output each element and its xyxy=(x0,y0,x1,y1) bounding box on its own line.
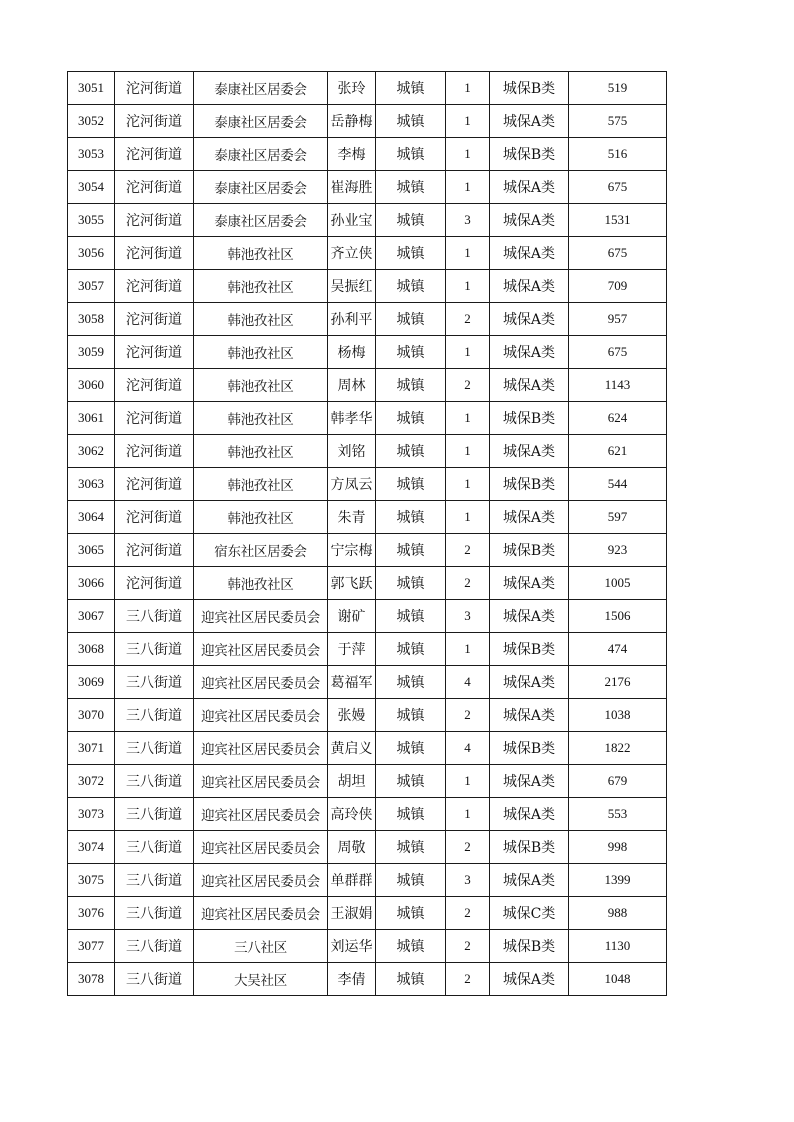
category-cell: 城保A类 xyxy=(490,237,569,270)
table-row xyxy=(68,567,667,600)
street-cell: 沱河街道 xyxy=(115,204,194,237)
person-name-cell: 李倩 xyxy=(328,963,376,996)
household-type-cell: 城镇 xyxy=(376,600,446,633)
serial-number-cell: 3062 xyxy=(68,435,115,468)
table-row xyxy=(68,699,667,732)
household-type-cell: 城镇 xyxy=(376,666,446,699)
amount-cell: 957 xyxy=(569,303,667,336)
street-cell: 三八街道 xyxy=(115,897,194,930)
amount-cell: 675 xyxy=(569,237,667,270)
table-row xyxy=(68,963,667,996)
serial-number-cell: 3061 xyxy=(68,402,115,435)
member-count-cell: 1 xyxy=(446,798,490,831)
household-type-cell: 城镇 xyxy=(376,864,446,897)
amount-cell: 1038 xyxy=(569,699,667,732)
member-count-cell: 1 xyxy=(446,336,490,369)
community-cell: 韩池孜社区 xyxy=(194,501,328,534)
member-count-cell: 2 xyxy=(446,369,490,402)
table-row xyxy=(68,204,667,237)
street-cell: 三八街道 xyxy=(115,666,194,699)
household-type-cell: 城镇 xyxy=(376,567,446,600)
serial-number-cell: 3063 xyxy=(68,468,115,501)
person-name-cell: 杨梅 xyxy=(328,336,376,369)
amount-cell: 998 xyxy=(569,831,667,864)
amount-cell: 675 xyxy=(569,336,667,369)
member-count-cell: 2 xyxy=(446,699,490,732)
category-cell: 城保A类 xyxy=(490,699,569,732)
table-row xyxy=(68,534,667,567)
street-cell: 沱河街道 xyxy=(115,303,194,336)
serial-number-cell: 3069 xyxy=(68,666,115,699)
member-count-cell: 2 xyxy=(446,930,490,963)
amount-cell: 597 xyxy=(569,501,667,534)
community-cell: 韩池孜社区 xyxy=(194,369,328,402)
street-cell: 沱河街道 xyxy=(115,534,194,567)
member-count-cell: 1 xyxy=(446,105,490,138)
category-cell: 城保A类 xyxy=(490,798,569,831)
person-name-cell: 齐立侠 xyxy=(328,237,376,270)
serial-number-cell: 3067 xyxy=(68,600,115,633)
community-cell: 大吴社区 xyxy=(194,963,328,996)
amount-cell: 923 xyxy=(569,534,667,567)
serial-number-cell: 3077 xyxy=(68,930,115,963)
member-count-cell: 1 xyxy=(446,501,490,534)
member-count-cell: 1 xyxy=(446,138,490,171)
person-name-cell: 黄启义 xyxy=(328,732,376,765)
table-row xyxy=(68,468,667,501)
amount-cell: 474 xyxy=(569,633,667,666)
person-name-cell: 葛福军 xyxy=(328,666,376,699)
street-cell: 沱河街道 xyxy=(115,369,194,402)
person-name-cell: 刘铭 xyxy=(328,435,376,468)
table-row xyxy=(68,171,667,204)
household-type-cell: 城镇 xyxy=(376,468,446,501)
table-row xyxy=(68,138,667,171)
street-cell: 三八街道 xyxy=(115,963,194,996)
street-cell: 沱河街道 xyxy=(115,567,194,600)
category-cell: 城保C类 xyxy=(490,897,569,930)
member-count-cell: 3 xyxy=(446,204,490,237)
category-cell: 城保B类 xyxy=(490,930,569,963)
member-count-cell: 1 xyxy=(446,468,490,501)
member-count-cell: 1 xyxy=(446,171,490,204)
household-type-cell: 城镇 xyxy=(376,798,446,831)
community-cell: 迎宾社区居民委员会 xyxy=(194,600,328,633)
person-name-cell: 孙利平 xyxy=(328,303,376,336)
table-row xyxy=(68,666,667,699)
serial-number-cell: 3060 xyxy=(68,369,115,402)
household-type-cell: 城镇 xyxy=(376,336,446,369)
street-cell: 三八街道 xyxy=(115,930,194,963)
person-name-cell: 吴振红 xyxy=(328,270,376,303)
category-cell: 城保B类 xyxy=(490,732,569,765)
community-cell: 迎宾社区居民委员会 xyxy=(194,831,328,864)
amount-cell: 519 xyxy=(569,72,667,105)
household-type-cell: 城镇 xyxy=(376,963,446,996)
community-cell: 迎宾社区居民委员会 xyxy=(194,864,328,897)
street-cell: 沱河街道 xyxy=(115,336,194,369)
household-type-cell: 城镇 xyxy=(376,765,446,798)
records-table xyxy=(67,71,667,996)
amount-cell: 516 xyxy=(569,138,667,171)
street-cell: 沱河街道 xyxy=(115,138,194,171)
category-cell: 城保A类 xyxy=(490,963,569,996)
member-count-cell: 1 xyxy=(446,72,490,105)
member-count-cell: 4 xyxy=(446,666,490,699)
street-cell: 沱河街道 xyxy=(115,237,194,270)
person-name-cell: 胡坦 xyxy=(328,765,376,798)
table-row xyxy=(68,336,667,369)
table-row xyxy=(68,765,667,798)
category-cell: 城保A类 xyxy=(490,369,569,402)
table-row xyxy=(68,831,667,864)
person-name-cell: 张嫚 xyxy=(328,699,376,732)
category-cell: 城保A类 xyxy=(490,336,569,369)
table-row xyxy=(68,864,667,897)
community-cell: 泰康社区居委会 xyxy=(194,204,328,237)
street-cell: 沱河街道 xyxy=(115,435,194,468)
household-type-cell: 城镇 xyxy=(376,270,446,303)
amount-cell: 553 xyxy=(569,798,667,831)
serial-number-cell: 3059 xyxy=(68,336,115,369)
community-cell: 迎宾社区居民委员会 xyxy=(194,732,328,765)
table-row xyxy=(68,930,667,963)
serial-number-cell: 3070 xyxy=(68,699,115,732)
person-name-cell: 王淑娟 xyxy=(328,897,376,930)
street-cell: 三八街道 xyxy=(115,798,194,831)
person-name-cell: 孙业宝 xyxy=(328,204,376,237)
household-type-cell: 城镇 xyxy=(376,897,446,930)
community-cell: 韩池孜社区 xyxy=(194,303,328,336)
serial-number-cell: 3076 xyxy=(68,897,115,930)
street-cell: 三八街道 xyxy=(115,732,194,765)
category-cell: 城保A类 xyxy=(490,864,569,897)
person-name-cell: 岳静梅 xyxy=(328,105,376,138)
member-count-cell: 2 xyxy=(446,831,490,864)
member-count-cell: 1 xyxy=(446,402,490,435)
community-cell: 韩池孜社区 xyxy=(194,402,328,435)
amount-cell: 988 xyxy=(569,897,667,930)
amount-cell: 544 xyxy=(569,468,667,501)
amount-cell: 1143 xyxy=(569,369,667,402)
street-cell: 沱河街道 xyxy=(115,501,194,534)
table-row xyxy=(68,303,667,336)
table-row xyxy=(68,633,667,666)
community-cell: 迎宾社区居民委员会 xyxy=(194,633,328,666)
household-type-cell: 城镇 xyxy=(376,204,446,237)
member-count-cell: 1 xyxy=(446,270,490,303)
serial-number-cell: 3074 xyxy=(68,831,115,864)
table-row xyxy=(68,435,667,468)
category-cell: 城保A类 xyxy=(490,204,569,237)
category-cell: 城保B类 xyxy=(490,72,569,105)
street-cell: 沱河街道 xyxy=(115,402,194,435)
community-cell: 泰康社区居委会 xyxy=(194,72,328,105)
street-cell: 沱河街道 xyxy=(115,468,194,501)
category-cell: 城保A类 xyxy=(490,600,569,633)
category-cell: 城保A类 xyxy=(490,105,569,138)
amount-cell: 1130 xyxy=(569,930,667,963)
table-row xyxy=(68,402,667,435)
amount-cell: 1822 xyxy=(569,732,667,765)
serial-number-cell: 3052 xyxy=(68,105,115,138)
serial-number-cell: 3051 xyxy=(68,72,115,105)
category-cell: 城保A类 xyxy=(490,765,569,798)
amount-cell: 675 xyxy=(569,171,667,204)
serial-number-cell: 3056 xyxy=(68,237,115,270)
table-row xyxy=(68,369,667,402)
person-name-cell: 方凤云 xyxy=(328,468,376,501)
household-type-cell: 城镇 xyxy=(376,930,446,963)
person-name-cell: 韩孝华 xyxy=(328,402,376,435)
street-cell: 三八街道 xyxy=(115,600,194,633)
amount-cell: 709 xyxy=(569,270,667,303)
household-type-cell: 城镇 xyxy=(376,237,446,270)
amount-cell: 679 xyxy=(569,765,667,798)
community-cell: 韩池孜社区 xyxy=(194,468,328,501)
table-row xyxy=(68,897,667,930)
household-type-cell: 城镇 xyxy=(376,105,446,138)
amount-cell: 1005 xyxy=(569,567,667,600)
member-count-cell: 2 xyxy=(446,567,490,600)
member-count-cell: 2 xyxy=(446,897,490,930)
serial-number-cell: 3064 xyxy=(68,501,115,534)
serial-number-cell: 3072 xyxy=(68,765,115,798)
household-type-cell: 城镇 xyxy=(376,732,446,765)
community-cell: 迎宾社区居民委员会 xyxy=(194,765,328,798)
category-cell: 城保B类 xyxy=(490,402,569,435)
serial-number-cell: 3068 xyxy=(68,633,115,666)
member-count-cell: 2 xyxy=(446,534,490,567)
person-name-cell: 李梅 xyxy=(328,138,376,171)
serial-number-cell: 3053 xyxy=(68,138,115,171)
household-type-cell: 城镇 xyxy=(376,501,446,534)
household-type-cell: 城镇 xyxy=(376,831,446,864)
member-count-cell: 3 xyxy=(446,600,490,633)
community-cell: 韩池孜社区 xyxy=(194,435,328,468)
serial-number-cell: 3066 xyxy=(68,567,115,600)
street-cell: 沱河街道 xyxy=(115,171,194,204)
street-cell: 三八街道 xyxy=(115,633,194,666)
serial-number-cell: 3073 xyxy=(68,798,115,831)
street-cell: 沱河街道 xyxy=(115,270,194,303)
household-type-cell: 城镇 xyxy=(376,534,446,567)
amount-cell: 1531 xyxy=(569,204,667,237)
category-cell: 城保B类 xyxy=(490,633,569,666)
member-count-cell: 3 xyxy=(446,864,490,897)
category-cell: 城保B类 xyxy=(490,138,569,171)
person-name-cell: 崔海胜 xyxy=(328,171,376,204)
person-name-cell: 张玲 xyxy=(328,72,376,105)
street-cell: 三八街道 xyxy=(115,831,194,864)
table-row xyxy=(68,600,667,633)
household-type-cell: 城镇 xyxy=(376,633,446,666)
amount-cell: 2176 xyxy=(569,666,667,699)
person-name-cell: 单群群 xyxy=(328,864,376,897)
community-cell: 韩池孜社区 xyxy=(194,237,328,270)
member-count-cell: 1 xyxy=(446,633,490,666)
category-cell: 城保A类 xyxy=(490,270,569,303)
amount-cell: 1399 xyxy=(569,864,667,897)
category-cell: 城保A类 xyxy=(490,567,569,600)
member-count-cell: 1 xyxy=(446,765,490,798)
person-name-cell: 高玲侠 xyxy=(328,798,376,831)
member-count-cell: 2 xyxy=(446,303,490,336)
person-name-cell: 周敬 xyxy=(328,831,376,864)
household-type-cell: 城镇 xyxy=(376,72,446,105)
category-cell: 城保B类 xyxy=(490,831,569,864)
amount-cell: 1506 xyxy=(569,600,667,633)
table-row xyxy=(68,501,667,534)
community-cell: 三八社区 xyxy=(194,930,328,963)
member-count-cell: 4 xyxy=(446,732,490,765)
table-row xyxy=(68,72,667,105)
street-cell: 三八街道 xyxy=(115,699,194,732)
household-type-cell: 城镇 xyxy=(376,369,446,402)
person-name-cell: 宁宗梅 xyxy=(328,534,376,567)
category-cell: 城保A类 xyxy=(490,666,569,699)
category-cell: 城保A类 xyxy=(490,435,569,468)
amount-cell: 1048 xyxy=(569,963,667,996)
category-cell: 城保A类 xyxy=(490,171,569,204)
community-cell: 宿东社区居委会 xyxy=(194,534,328,567)
household-type-cell: 城镇 xyxy=(376,699,446,732)
street-cell: 三八街道 xyxy=(115,765,194,798)
household-type-cell: 城镇 xyxy=(376,435,446,468)
table-row xyxy=(68,270,667,303)
table-row xyxy=(68,798,667,831)
records-table-body xyxy=(68,72,667,996)
amount-cell: 624 xyxy=(569,402,667,435)
category-cell: 城保B类 xyxy=(490,534,569,567)
street-cell: 沱河街道 xyxy=(115,72,194,105)
category-cell: 城保A类 xyxy=(490,303,569,336)
table-row xyxy=(68,237,667,270)
serial-number-cell: 3071 xyxy=(68,732,115,765)
street-cell: 沱河街道 xyxy=(115,105,194,138)
serial-number-cell: 3075 xyxy=(68,864,115,897)
serial-number-cell: 3065 xyxy=(68,534,115,567)
household-type-cell: 城镇 xyxy=(376,138,446,171)
person-name-cell: 郭飞跃 xyxy=(328,567,376,600)
category-cell: 城保B类 xyxy=(490,468,569,501)
table-row xyxy=(68,105,667,138)
person-name-cell: 刘运华 xyxy=(328,930,376,963)
member-count-cell: 1 xyxy=(446,435,490,468)
serial-number-cell: 3054 xyxy=(68,171,115,204)
amount-cell: 621 xyxy=(569,435,667,468)
community-cell: 迎宾社区居民委员会 xyxy=(194,699,328,732)
person-name-cell: 朱青 xyxy=(328,501,376,534)
amount-cell: 575 xyxy=(569,105,667,138)
person-name-cell: 谢矿 xyxy=(328,600,376,633)
community-cell: 迎宾社区居民委员会 xyxy=(194,897,328,930)
member-count-cell: 1 xyxy=(446,237,490,270)
community-cell: 泰康社区居委会 xyxy=(194,105,328,138)
community-cell: 迎宾社区居民委员会 xyxy=(194,666,328,699)
person-name-cell: 周林 xyxy=(328,369,376,402)
serial-number-cell: 3057 xyxy=(68,270,115,303)
serial-number-cell: 3058 xyxy=(68,303,115,336)
person-name-cell: 于萍 xyxy=(328,633,376,666)
table-row xyxy=(68,732,667,765)
community-cell: 泰康社区居委会 xyxy=(194,138,328,171)
member-count-cell: 2 xyxy=(446,963,490,996)
category-cell: 城保A类 xyxy=(490,501,569,534)
community-cell: 泰康社区居委会 xyxy=(194,171,328,204)
serial-number-cell: 3055 xyxy=(68,204,115,237)
community-cell: 韩池孜社区 xyxy=(194,336,328,369)
serial-number-cell: 3078 xyxy=(68,963,115,996)
community-cell: 韩池孜社区 xyxy=(194,567,328,600)
household-type-cell: 城镇 xyxy=(376,402,446,435)
street-cell: 三八街道 xyxy=(115,864,194,897)
household-type-cell: 城镇 xyxy=(376,303,446,336)
household-type-cell: 城镇 xyxy=(376,171,446,204)
community-cell: 迎宾社区居民委员会 xyxy=(194,798,328,831)
community-cell: 韩池孜社区 xyxy=(194,270,328,303)
